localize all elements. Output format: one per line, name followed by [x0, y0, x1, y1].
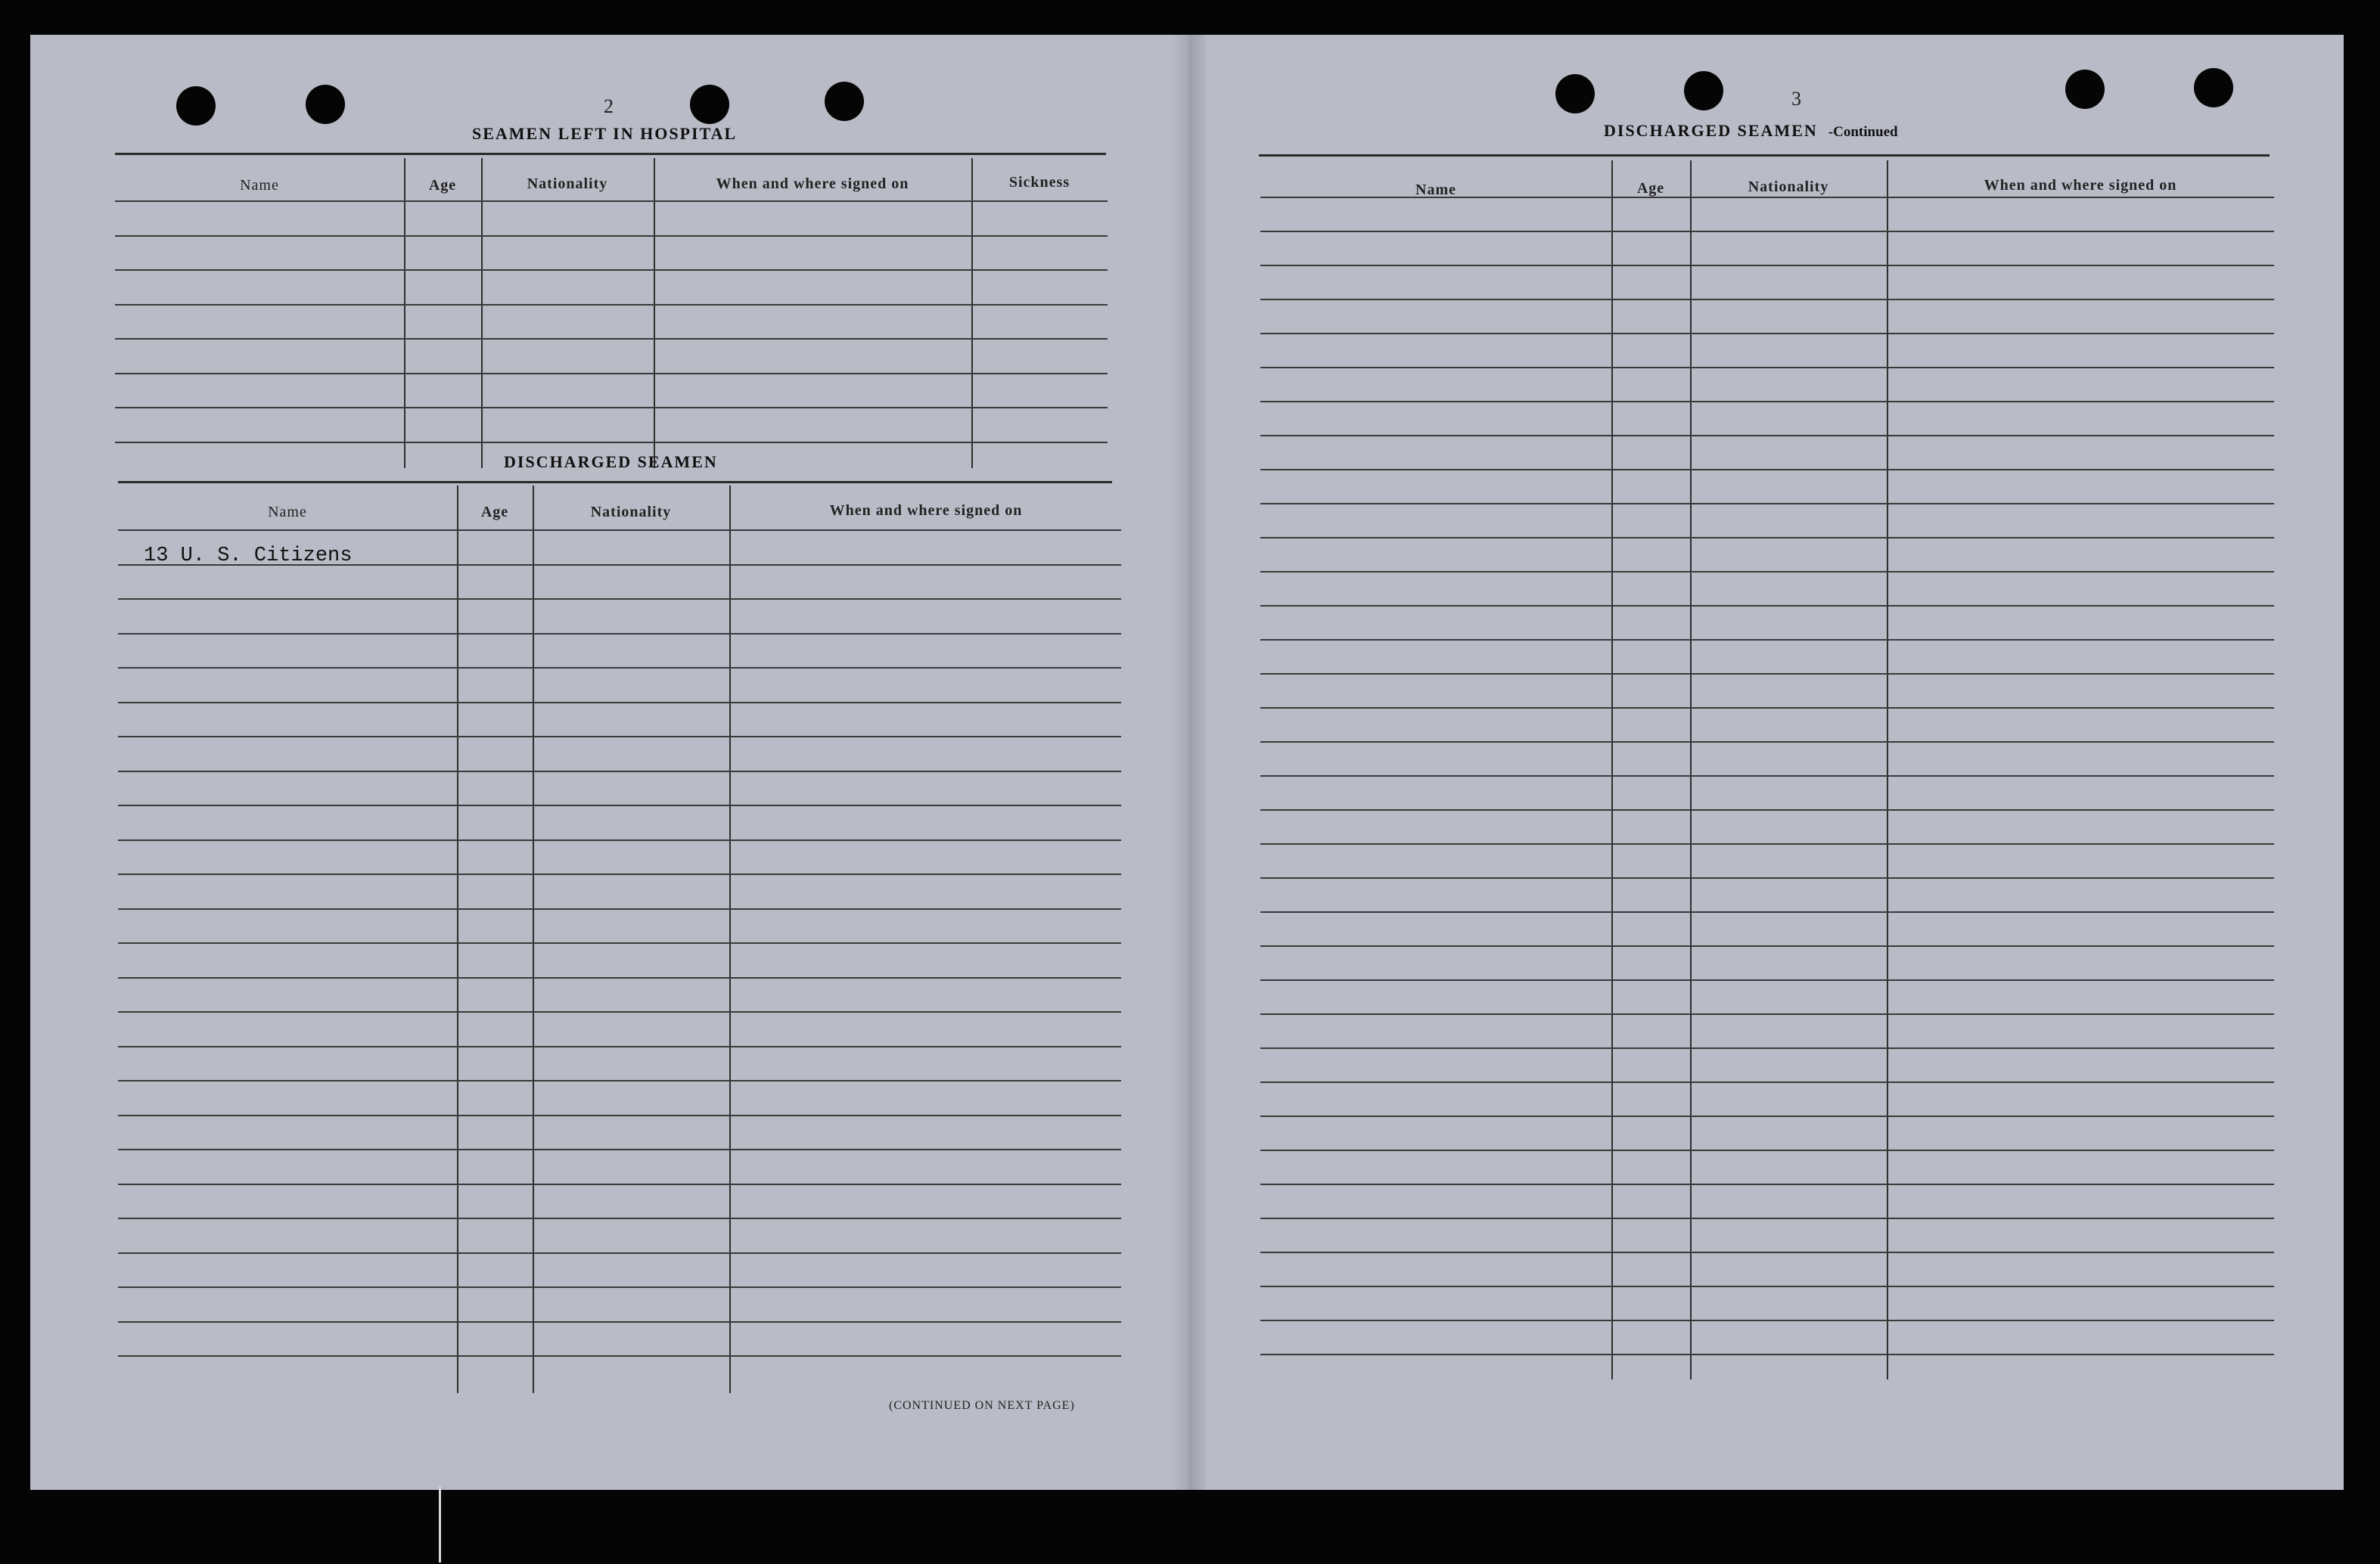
page-number: 2: [604, 95, 614, 117]
ruled-line: [1260, 1150, 2274, 1151]
ruled-line: [1260, 571, 2274, 573]
ruled-line: [1260, 537, 2274, 538]
ruled-line: [1260, 435, 2274, 436]
continued-footer: (CONTINUED ON NEXT PAGE): [889, 1399, 1075, 1412]
discharged-col-name: Name: [268, 504, 307, 520]
right-section-title: [1604, 121, 1898, 141]
ruled-line: [118, 1046, 1121, 1047]
hospital-col-signed-on: When and where signed on: [716, 175, 909, 192]
ruled-line: [118, 598, 1121, 600]
page-number: 3: [1791, 88, 1801, 110]
hospital-table: [115, 158, 1108, 468]
ruled-line: [118, 839, 1121, 841]
ruled-line: [1260, 1354, 2274, 1355]
left-page: [30, 35, 1171, 1490]
ruled-line: [118, 529, 1121, 531]
ruled-line: [115, 442, 1108, 443]
ruled-line: [118, 1115, 1121, 1116]
ruled-line: [118, 1321, 1121, 1323]
ruled-line: [1260, 1320, 2274, 1321]
ruled-line: [1260, 367, 2274, 368]
ruled-line: [1260, 741, 2274, 743]
ruled-line: [115, 269, 1108, 271]
ruled-line: [118, 1286, 1121, 1288]
document-sheet: [30, 35, 2344, 1490]
ruled-line: [118, 1149, 1121, 1150]
right-section-title-main: DISCHARGED SEAMEN: [1604, 121, 1818, 140]
ruled-line: [1260, 299, 2274, 300]
ruled-line: [1260, 469, 2274, 470]
hospital-col-nationality: Nationality: [527, 175, 608, 192]
ruled-line: [1260, 1286, 2274, 1287]
ruled-line: [1260, 775, 2274, 777]
ruled-line: [1260, 673, 2274, 675]
discharged-top-rule: [118, 481, 1112, 483]
ruled-line: [118, 1080, 1121, 1081]
ruled-line: [115, 373, 1108, 374]
right-col-nationality: Nationality: [1748, 178, 1829, 195]
ruled-line: [118, 1218, 1121, 1219]
ruled-line: [1260, 333, 2274, 334]
ruled-line: [118, 667, 1121, 669]
ruled-line: [1260, 1116, 2274, 1117]
ruled-line: [115, 200, 1108, 202]
ruled-line: [1260, 1218, 2274, 1219]
right-col-signed-on: When and where signed on: [1984, 177, 2177, 194]
discharged-col-nationality: Nationality: [590, 504, 672, 520]
ruled-line: [1260, 639, 2274, 641]
ruled-line: [118, 702, 1121, 703]
hospital-top-rule: [115, 153, 1106, 155]
hospital-section-title: SEAMEN LEFT IN HOSPITAL: [472, 124, 738, 143]
hospital-col-age: Age: [428, 177, 457, 194]
ruled-line: [1260, 401, 2274, 402]
ruled-line: [118, 908, 1121, 910]
right-top-rule: [1259, 154, 2270, 157]
ruled-line: [118, 736, 1121, 737]
ruled-line: [118, 1011, 1121, 1013]
ruled-line: [115, 304, 1108, 306]
ruled-line: [118, 1252, 1121, 1254]
ruled-line: [1260, 503, 2274, 504]
ruled-line: [1260, 265, 2274, 266]
hospital-col-sickness: Sickness: [1008, 174, 1070, 191]
ruled-line: [115, 338, 1108, 340]
ruled-line: [1260, 843, 2274, 845]
discharged-col-age: Age: [480, 504, 509, 520]
ruled-line: [1260, 605, 2274, 607]
ruled-line: [1260, 877, 2274, 879]
ruled-line: [1260, 945, 2274, 947]
discharged-entry: 13 U. S. Citizens: [144, 545, 353, 567]
ruled-line: [118, 874, 1121, 875]
ruled-line: [1260, 911, 2274, 913]
ruled-line: [1260, 1184, 2274, 1185]
discharged-continued-table: [1260, 160, 2274, 1379]
ruled-line: [1260, 231, 2274, 232]
ruled-line: [1260, 1252, 2274, 1253]
ruled-line: [1260, 809, 2274, 811]
ruled-line: [1260, 1081, 2274, 1083]
ruled-line: [118, 1355, 1121, 1357]
discharged-table: [118, 486, 1121, 1393]
ruled-line: [118, 942, 1121, 944]
ruled-line: [118, 977, 1121, 979]
discharged-section-title: DISCHARGED SEAMEN: [504, 452, 718, 471]
right-col-age: Age: [1636, 180, 1665, 197]
hospital-col-name: Name: [240, 177, 279, 194]
ruled-line: [118, 1184, 1121, 1185]
right-section-title-suffix: -Continued: [1828, 124, 1898, 140]
ruled-line: [1260, 979, 2274, 981]
tape-mark: [439, 1487, 441, 1562]
ruled-line: [1260, 707, 2274, 709]
right-page: [1206, 35, 2344, 1490]
center-fold: [1171, 35, 1206, 1490]
ruled-line: [118, 805, 1121, 806]
ruled-line: [115, 235, 1108, 237]
ruled-line: [1260, 1013, 2274, 1015]
ruled-line: [1260, 1047, 2274, 1049]
ruled-line: [118, 633, 1121, 635]
ruled-line: [115, 407, 1108, 408]
right-col-name: Name: [1415, 182, 1456, 198]
ruled-line: [118, 771, 1121, 772]
discharged-col-signed-on: When and where signed on: [829, 502, 1023, 519]
